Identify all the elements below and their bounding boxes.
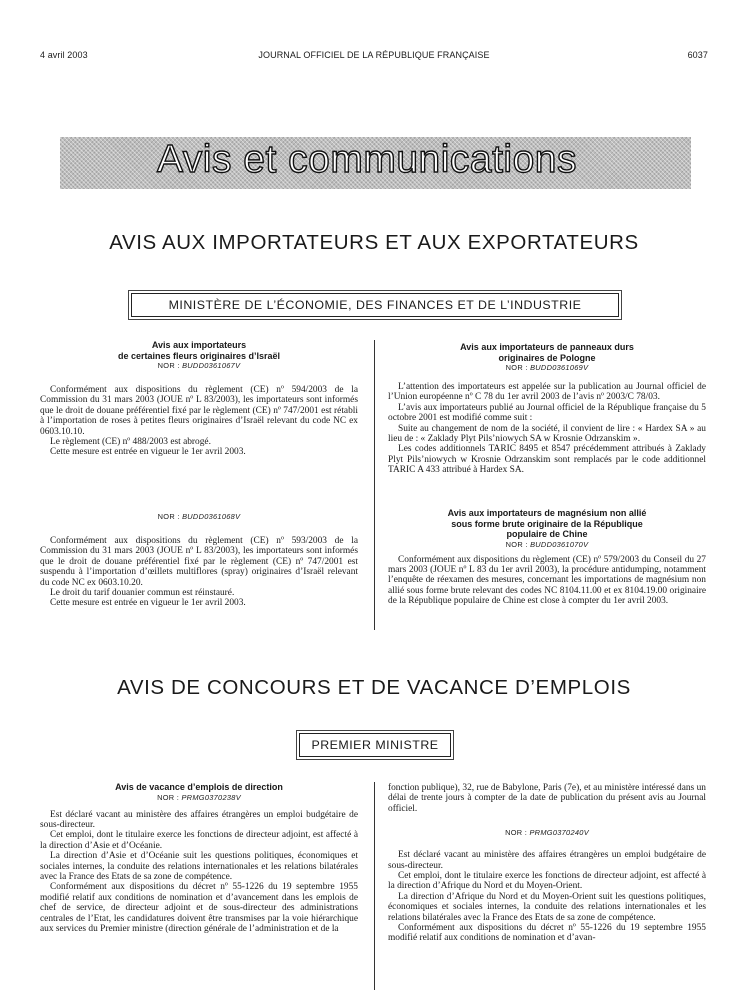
nor-reference: NOR : BUDD0361067V [157,361,241,370]
notice-paragraph: Conformément aux dispositions du décret nº 55-1226 du 19 septembre 1955 modifié relatif aux conditions de nomination et d’avancement dans les emplois de chef de service, de directeur adjoint et de sous-directeur des administrations centrales de l’Etat, les candidatures doivent être transmises par la voie hiérarchique aux services du Premier ministre (direction générale de l’administration et de la [40,882,358,934]
notice-poland-panels [388,342,706,476]
column-divider [374,782,375,990]
notice-vacancy-asia [40,782,358,934]
notice-china-magnesium [388,508,706,607]
section-title-vacancies: AVIS DE CONCOURS ET DE VACANCE D’EMPLOIS [117,676,631,699]
notice-paragraph: Conformément aux dispositions du règlement (CE) nº 579/2003 du Conseil du 27 mars 2003 (JOUE nº L 83 du 1er avril 2003), la procédure antidumping, notamment l’enquête de réexamen des mesures, concernant les importations de magnésium non allié sous forme brute relevant des codes NC 8104.11.00 et ex 8104.19.00 originaire de la République populaire de Chine est close à compter du 1er avril 2003. [388,554,706,607]
notice-paragraph: Les codes additionnels TARIC 8495 et 8547 précédemment attribués à Zaklady Plyt Pils’niowych w Krosnie Odrzanskim sont remplacés par le code additionnel TARIC A 433 attribué à Hardex SA. [388,444,706,476]
journal-title: JOURNAL OFFICIEL DE LA RÉPUBLIQUE FRANÇAISE [258,50,490,60]
ministry-label-economy: MINISTÈRE DE L’ÉCONOMIE, DES FINANCES ET DE L’INDUSTRIE [168,298,582,312]
notice-israel-carnations [40,512,358,609]
ministry-box-economy [131,293,619,317]
notice-vacancy-africa [388,783,706,944]
notice-paragraph: Est déclaré vacant au ministère des affaires étrangères un emploi budgétaire de sous-directeur. [40,809,358,830]
notice-title: Avis aux importateurs [151,340,247,350]
notice-title: Avis de vacance d’emplois de direction [115,782,283,792]
page-number: 6037 [687,50,708,60]
nor-reference: NOR : BUDD0361070V [505,539,589,549]
column-divider [374,340,375,630]
notice-paragraph: Cet emploi, dont le titulaire exerce les fonctions de directeur adjoint, est affecté à la direction d’Asie et d’Océanie. [40,830,358,851]
notice-title: sous forme brute originaire de la République [451,518,643,529]
issue-date: 4 avril 2003 [40,50,88,60]
notice-paragraph: Le droit du tarif douanier commun est réinstauré. [50,588,235,599]
notice-paragraph: fonction publique), 32, rue de Babylone, Paris (7e), et au ministère intéressé dans un délai de trente jours à compter de la date de publication du présent avis au Journal officiel. [388,783,706,814]
nor-reference: NOR : PRMG0370238V [157,792,241,802]
notice-title: originaires de Pologne [498,352,596,363]
notice-title: populaire de Chine [506,529,588,539]
nor-reference: NOR : PRMG0370240V [505,828,589,838]
notice-paragraph: Cette mesure est entrée en vigueur le 1er avril 2003. [50,447,246,458]
notice-title: Avis aux importateurs de magnésium non allié [447,508,647,518]
notice-paragraph: La direction d’Afrique du Nord et du Moyen-Orient suit les questions politiques, économiques et sociales internes, la conduite des relations internationales et les relations bilatérales avec la France des Etats de sa zone de compétence. [388,891,706,923]
notice-paragraph: Cette mesure est entrée en vigueur le 1er avril 2003. [50,598,246,609]
notice-paragraph: Conformément aux dispositions du règlement (CE) nº 594/2003 de la Commission du 31 mars 2003 (JOUE nº L 83/2003), les importateurs sont informés que le droit de douane préférentiel fixé par le règlement (CE) nº 747/2001 est rétabli à l’importation de roses à petites fleurs originaires d’Israël relevant du code NC ex 0603.10.10. [40,385,358,437]
section-title-importers: AVIS AUX IMPORTATEURS ET AUX EXPORTATEURS [109,231,639,254]
notice-title: de certaines fleurs originaires d’Israël [117,350,281,361]
notice-title: Avis aux importateurs de panneaux durs [460,342,634,352]
nor-reference: NOR : BUDD0361069V [505,363,589,372]
notice-israel-flowers [40,340,358,458]
notice-paragraph: Conformément aux dispositions du règlement (CE) nº 593/2003 de la Commission du 31 mars 2003 (JOUE nº L 83/2003), les importateurs sont informés que le droit de douane préférentiel fixé par le règlement (CE) nº 747/2001 est suspendu à l’importation d’œillets multiflores (spray) originaires d’Israël relevant du code NC ex 0603.10.20. [40,536,358,588]
notice-paragraph: L’avis aux importateurs publié au Journal officiel de la République française du 5 octobre 2001 est modifié comme suit : [388,402,706,424]
notice-paragraph: La direction d’Asie et d’Océanie suit les questions politiques, économiques et sociales internes, la conduite des relations internationales et les relations bilatérales avec la France des Etats de sa zone de compétence. [40,851,358,882]
section-banner [60,137,691,189]
notice-paragraph: Est déclaré vacant au ministère des affaires étrangères un emploi budgétaire de sous-directeur. [388,850,706,871]
notice-paragraph: Cet emploi, dont le titulaire exerce les fonctions de directeur adjoint, est affecté à la direction d’Afrique du Nord et du Moyen-Orient. [388,871,706,892]
nor-reference: NOR : BUDD0361068V [157,512,241,521]
notice-paragraph: Le règlement (CE) nº 488/2003 est abrogé. [50,437,211,448]
ministry-box-prime [299,733,451,757]
ministry-label-prime: PREMIER MINISTRE [311,738,439,752]
notice-paragraph: Suite au changement de nom de la société, il convient de lire : « Hardex SA » au lieu de : « Zaklady Plyt Pils’niowych SA w Krosnie Odrzanskim ». [388,423,706,445]
banner-title: Avis et communications [157,138,577,181]
notice-paragraph: L’attention des importateurs est appelée sur la publication au Journal officiel de l’Union européenne nº C 78 du 1er avril 2003 de l’avis nº 2003/C 78/03. [388,382,706,403]
notice-paragraph: Conformément aux dispositions du décret nº 55-1226 du 19 septembre 1955 modifié relatif aux conditions de nomination et d’avan- [388,923,706,944]
